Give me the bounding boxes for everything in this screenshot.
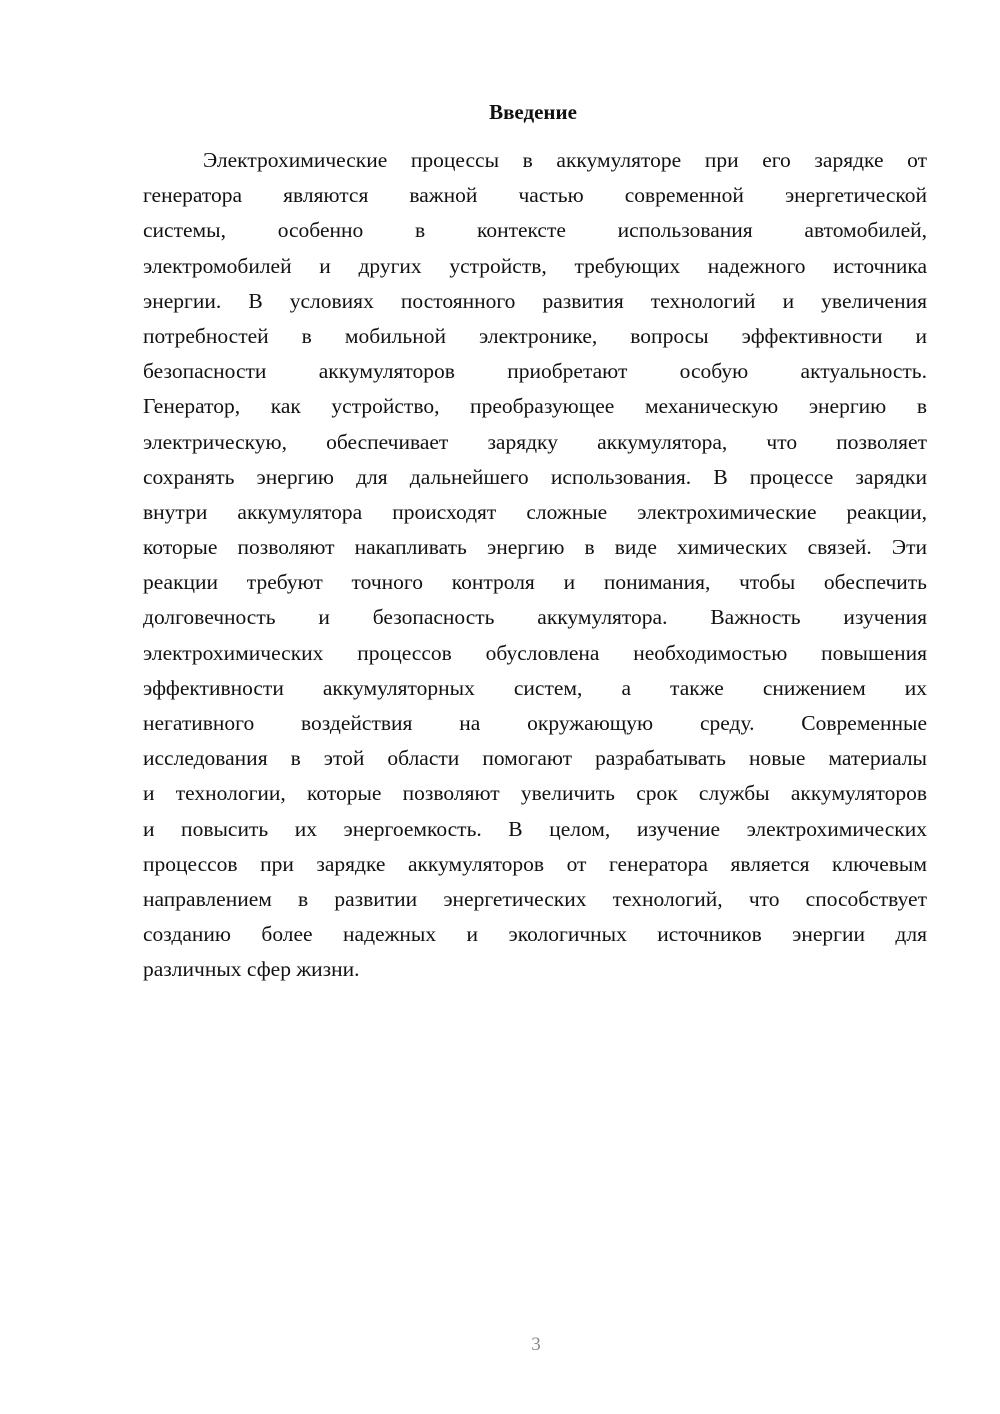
paragraph-line: долговечность и безопасность аккумулятора. Важность изучения — [143, 605, 927, 630]
page-number — [0, 1333, 1000, 1357]
paragraph-line: внутри аккумулятора происходят сложные электрохимические реакции, — [143, 499, 927, 524]
paragraph-line: реакции требуют точного контроля и понимания, чтобы обеспечить — [143, 570, 927, 595]
paragraph-line: которые позволяют накапливать энергию в виде химических связей. Эти — [143, 535, 927, 560]
paragraph-line: системы, особенно в контексте использования автомобилей, — [143, 218, 927, 243]
paragraph-line: Генератор, как устройство, преобразующее механическую энергию в — [143, 394, 927, 419]
body-paragraph — [143, 143, 927, 988]
paragraph-line: потребностей в мобильной электронике, вопросы эффективности и — [143, 323, 927, 348]
paragraph-line: эффективности аккумуляторных систем, а также снижением их — [143, 675, 927, 700]
paragraph-line: электрохимических процессов обусловлена необходимостью повышения — [143, 640, 927, 665]
paragraph-line: процессов при зарядке аккумуляторов от генератора является ключевым — [143, 851, 927, 876]
paragraph-line: и технологии, которые позволяют увеличить срок службы аккумуляторов — [143, 781, 927, 806]
paragraph-line: исследования в этой области помогают разрабатывать новые материалы — [143, 746, 927, 771]
paragraph-line: безопасности аккумуляторов приобретают особую актуальность. — [143, 359, 927, 384]
page-number-text: 3 — [531, 1334, 541, 1355]
paragraph-line: и повысить их энергоемкость. В целом, изучение электрохимических — [143, 816, 927, 841]
paragraph-line: электрическую, обеспечивает зарядку аккумулятора, что позволяет — [143, 429, 927, 454]
paragraph-line: генератора являются важной частью современной энергетической — [143, 183, 927, 208]
paragraph-line: созданию более надежных и экологичных источников энергии для — [143, 922, 927, 947]
paragraph-line: направлением в развитии энергетических технологий, что способствует — [143, 886, 927, 911]
paragraph-line: сохранять энергию для дальнейшего использования. В процессе зарядки — [143, 464, 927, 489]
section-title — [143, 98, 927, 126]
section-title-text: Введение — [489, 100, 577, 124]
paragraph-line: электромобилей и других устройств, требующих надежного источника — [143, 253, 927, 278]
paragraph-line: энергии. В условиях постоянного развития технологий и увеличения — [143, 288, 927, 313]
paragraph-line: негативного воздействия на окружающую среду. Современные — [143, 711, 927, 735]
paragraph-line: различных сфер жизни. — [143, 957, 360, 982]
paragraph-line: Электрохимические процессы в аккумуляторе при его зарядке от — [203, 148, 927, 172]
